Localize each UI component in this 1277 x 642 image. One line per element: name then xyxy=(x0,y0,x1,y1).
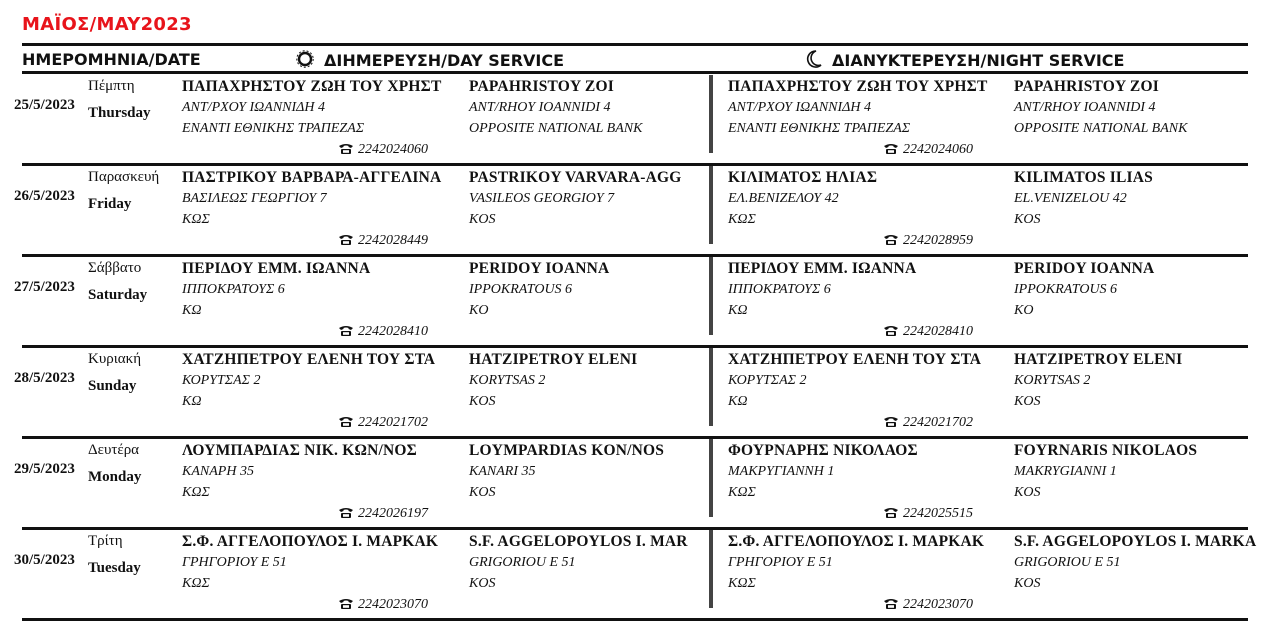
phone-number: 2242023070 xyxy=(903,597,973,612)
day-pharmacy-city-gr: ΕΝΑΝΤΙ ΕΘΝΙΚΗΣ ΤΡΑΠΕΖΑΣ xyxy=(182,121,365,136)
phone-number: 2242024060 xyxy=(358,142,428,157)
phone-number: 2242024060 xyxy=(903,142,973,157)
night-pharmacy-name-en: S.F. AGGELOPOYLOS I. MARKA xyxy=(1014,533,1257,550)
night-pharmacy-name-en: HATZIPETROY ELENI xyxy=(1014,351,1183,368)
night-pharmacy-address-gr: ΑΝΤ/ΡΧΟΥ ΙΩΑΝΝΙΔΗ 4 xyxy=(728,100,871,115)
row-separator xyxy=(22,618,1248,621)
night-pharmacy-address-en: GRIGORIOU E 51 xyxy=(1014,555,1121,570)
day-pharmacy-name-gr: ΠΑΠΑΧΡΗΣΤΟΥ ΖΩΗ ΤΟΥ ΧΡΗΣΤ xyxy=(182,78,442,95)
night-pharmacy-city-en: KOS xyxy=(1014,485,1041,500)
day-pharmacy-name-gr: ΠΑΣΤΡΙΚΟΥ ΒΑΡΒΑΡΑ-ΑΓΓΕΛΙΝΑ xyxy=(182,169,442,186)
night-pharmacy-address-gr: ΓΡΗΓΟΡΙΟΥ Ε 51 xyxy=(728,555,833,570)
row-weekday-gr: Τρίτη xyxy=(88,533,123,549)
night-pharmacy-name-en: FOYRNARIS NIKOLAOS xyxy=(1014,442,1198,459)
night-pharmacy-city-gr: ΚΩ xyxy=(728,303,748,318)
row-weekday-en: Sunday xyxy=(88,378,137,394)
moon-icon xyxy=(806,50,822,72)
day-pharmacy-phone xyxy=(338,506,428,522)
night-pharmacy-city-en: KOS xyxy=(1014,394,1041,409)
row-weekday-gr: Πέμπτη xyxy=(88,78,135,94)
day-pharmacy-address-en: KANARI 35 xyxy=(469,464,536,479)
phone-icon xyxy=(338,507,354,519)
day-pharmacy-address-gr: ΑΝΤ/ΡΧΟΥ ΙΩΑΝΝΙΔΗ 4 xyxy=(182,100,325,115)
day-pharmacy-city-en: KOS xyxy=(469,576,496,591)
column-divider xyxy=(709,75,713,153)
table-row xyxy=(0,260,1277,346)
night-pharmacy-address-gr: ΙΠΠΟΚΡΑΤΟΥΣ 6 xyxy=(728,282,831,297)
night-pharmacy-phone xyxy=(883,415,973,431)
phone-icon xyxy=(883,143,899,155)
row-weekday-en: Thursday xyxy=(88,105,151,121)
column-divider xyxy=(709,166,713,244)
day-pharmacy-address-en: IPPOKRATOUS 6 xyxy=(469,282,573,297)
night-pharmacy-phone xyxy=(883,142,973,158)
row-weekday-en: Tuesday xyxy=(88,560,141,576)
day-pharmacy-address-gr: ΚΑΝΑΡΗ 35 xyxy=(182,464,254,479)
day-pharmacy-phone xyxy=(338,324,428,340)
night-pharmacy-name-gr: ΦΟΥΡΝΑΡΗΣ ΝΙΚΟΛΑΟΣ xyxy=(728,442,918,459)
day-pharmacy-city-gr: ΚΩ xyxy=(182,394,202,409)
day-pharmacy-city-gr: ΚΩΣ xyxy=(182,576,210,591)
day-pharmacy-address-en: KORYTSAS 2 xyxy=(469,373,546,388)
row-separator xyxy=(22,527,1248,530)
row-separator xyxy=(22,436,1248,439)
day-pharmacy-name-en: HATZIPETROY ELENI xyxy=(469,351,638,368)
night-pharmacy-city-gr: ΚΩ xyxy=(728,394,748,409)
day-pharmacy-name-en: LOYMPARDIAS KON/NOS xyxy=(469,442,665,459)
phone-icon xyxy=(883,325,899,337)
night-pharmacy-phone xyxy=(883,324,973,340)
night-pharmacy-name-gr: Σ.Φ. ΑΓΓΕΛΟΠΟΥΛΟΣ Ι. ΜΑΡΚΑΚ xyxy=(728,533,985,550)
row-separator xyxy=(22,163,1248,166)
row-weekday-en: Friday xyxy=(88,196,132,212)
night-service-header xyxy=(806,50,1124,72)
day-service-header xyxy=(296,50,564,72)
row-separator xyxy=(22,345,1248,348)
night-pharmacy-phone xyxy=(883,597,973,613)
night-pharmacy-phone xyxy=(883,233,973,249)
row-date: 29/5/2023 xyxy=(14,461,75,477)
day-pharmacy-city-en: KOS xyxy=(469,394,496,409)
day-pharmacy-city-en: OPPOSITE NATIONAL BANK xyxy=(469,121,643,136)
day-pharmacy-name-en: PERIDOY IOANNA xyxy=(469,260,610,277)
table-row xyxy=(0,442,1277,528)
night-pharmacy-address-gr: ΜΑΚΡΥΓΙΑΝΝΗ 1 xyxy=(728,464,835,479)
day-pharmacy-address-en: ANT/RHOY IOANNIDI 4 xyxy=(469,100,611,115)
night-pharmacy-address-gr: ΚΟΡΥΤΣΑΣ 2 xyxy=(728,373,807,388)
row-weekday-en: Monday xyxy=(88,469,142,485)
column-divider xyxy=(709,348,713,426)
day-pharmacy-city-gr: ΚΩΣ xyxy=(182,485,210,500)
night-service-label: ΔΙΑΝΥΚΤΕΡΕΥΣΗ/NIGHT SERVICE xyxy=(832,51,1125,70)
sun-icon xyxy=(296,50,314,72)
day-pharmacy-city-gr: ΚΩΣ xyxy=(182,212,210,227)
phone-number: 2242028449 xyxy=(358,233,428,248)
phone-icon xyxy=(338,143,354,155)
day-pharmacy-name-en: PASTRIKOY VARVARA-AGG xyxy=(469,169,682,186)
night-pharmacy-name-en: PERIDOY IOANNA xyxy=(1014,260,1155,277)
table-row xyxy=(0,78,1277,164)
night-pharmacy-phone xyxy=(883,506,973,522)
table-row xyxy=(0,169,1277,255)
night-pharmacy-name-gr: ΧΑΤΖΗΠΕΤΡΟΥ ΕΛΕΝΗ ΤΟΥ ΣΤΑ xyxy=(728,351,982,368)
day-pharmacy-city-gr: ΚΩ xyxy=(182,303,202,318)
night-pharmacy-address-en: MAKRYGIANNI 1 xyxy=(1014,464,1117,479)
night-pharmacy-name-en: KILIMATOS ILIAS xyxy=(1014,169,1153,186)
phone-number: 2242026197 xyxy=(358,506,428,521)
phone-icon xyxy=(338,325,354,337)
night-pharmacy-city-en: KOS xyxy=(1014,212,1041,227)
column-divider xyxy=(709,257,713,335)
night-pharmacy-address-gr: ΕΛ.ΒΕΝΙΖΕΛΟΥ 42 xyxy=(728,191,839,206)
day-pharmacy-name-gr: ΠΕΡΙΔΟΥ ΕΜΜ. ΙΩΑΝΝΑ xyxy=(182,260,371,277)
table-row xyxy=(0,351,1277,437)
phone-number: 2242028410 xyxy=(903,324,973,339)
day-pharmacy-city-en: KOS xyxy=(469,212,496,227)
month-title: ΜΑΪΟΣ/MAY2023 xyxy=(22,14,192,35)
row-date: 26/5/2023 xyxy=(14,188,75,204)
day-pharmacy-city-en: KO xyxy=(469,303,489,318)
header-rule xyxy=(22,71,1248,74)
night-pharmacy-name-gr: ΠΕΡΙΔΟΥ ΕΜΜ. ΙΩΑΝΝΑ xyxy=(728,260,917,277)
day-pharmacy-name-en: S.F. AGGELOPOYLOS I. MAR xyxy=(469,533,688,550)
day-pharmacy-phone xyxy=(338,415,428,431)
night-pharmacy-city-gr: ΕΝΑΝΤΙ ΕΘΝΙΚΗΣ ΤΡΑΠΕΖΑΣ xyxy=(728,121,911,136)
day-pharmacy-phone xyxy=(338,597,428,613)
night-pharmacy-city-en: KOS xyxy=(1014,576,1041,591)
day-pharmacy-address-gr: ΒΑΣΙΛΕΩΣ ΓΕΩΡΓΙΟΥ 7 xyxy=(182,191,327,206)
night-pharmacy-name-en: PAPAHRISTOY ZOI xyxy=(1014,78,1159,95)
row-separator xyxy=(22,254,1248,257)
night-pharmacy-address-en: EL.VENIZELOU 42 xyxy=(1014,191,1127,206)
phone-number: 2242028959 xyxy=(903,233,973,248)
phone-number: 2242028410 xyxy=(358,324,428,339)
phone-icon xyxy=(883,416,899,428)
column-divider xyxy=(709,530,713,608)
day-pharmacy-name-gr: Σ.Φ. ΑΓΓΕΛΟΠΟΥΛΟΣ Ι. ΜΑΡΚΑΚ xyxy=(182,533,439,550)
phone-number: 2242021702 xyxy=(903,415,973,430)
day-pharmacy-address-en: VASILEOS GEORGIOY 7 xyxy=(469,191,615,206)
night-pharmacy-address-en: KORYTSAS 2 xyxy=(1014,373,1091,388)
top-rule xyxy=(22,43,1248,46)
night-pharmacy-city-en: OPPOSITE NATIONAL BANK xyxy=(1014,121,1188,136)
night-pharmacy-name-gr: ΠΑΠΑΧΡΗΣΤΟΥ ΖΩΗ ΤΟΥ ΧΡΗΣΤ xyxy=(728,78,988,95)
row-weekday-gr: Σάββατο xyxy=(88,260,142,276)
phone-icon xyxy=(338,234,354,246)
phone-icon xyxy=(338,598,354,610)
row-date: 25/5/2023 xyxy=(14,97,75,113)
phone-icon xyxy=(883,598,899,610)
night-pharmacy-city-en: KO xyxy=(1014,303,1034,318)
day-pharmacy-address-en: GRIGORIOU E 51 xyxy=(469,555,576,570)
night-pharmacy-city-gr: ΚΩΣ xyxy=(728,212,756,227)
day-pharmacy-address-gr: ΚΟΡΥΤΣΑΣ 2 xyxy=(182,373,261,388)
phone-icon xyxy=(338,416,354,428)
row-date: 30/5/2023 xyxy=(14,552,75,568)
day-pharmacy-city-en: KOS xyxy=(469,485,496,500)
row-date: 28/5/2023 xyxy=(14,370,75,386)
row-weekday-gr: Παρασκευή xyxy=(88,169,160,185)
night-pharmacy-name-gr: ΚΙΛΙΜΑΤΟΣ ΗΛΙΑΣ xyxy=(728,169,878,186)
day-pharmacy-phone xyxy=(338,233,428,249)
night-pharmacy-city-gr: ΚΩΣ xyxy=(728,576,756,591)
row-weekday-gr: Κυριακή xyxy=(88,351,142,367)
phone-icon xyxy=(883,234,899,246)
night-pharmacy-address-en: IPPOKRATOUS 6 xyxy=(1014,282,1118,297)
day-pharmacy-name-gr: ΧΑΤΖΗΠΕΤΡΟΥ ΕΛΕΝΗ ΤΟΥ ΣΤΑ xyxy=(182,351,436,368)
column-divider xyxy=(709,439,713,517)
day-pharmacy-name-gr: ΛΟΥΜΠΑΡΔΙΑΣ ΝΙΚ. ΚΩΝ/ΝΟΣ xyxy=(182,442,417,459)
row-date: 27/5/2023 xyxy=(14,279,75,295)
day-pharmacy-phone xyxy=(338,142,428,158)
night-pharmacy-address-en: ANT/RHOY IOANNIDI 4 xyxy=(1014,100,1156,115)
day-pharmacy-name-en: PAPAHRISTOY ZOI xyxy=(469,78,614,95)
table-row xyxy=(0,533,1277,619)
day-pharmacy-address-gr: ΙΠΠΟΚΡΑΤΟΥΣ 6 xyxy=(182,282,285,297)
night-pharmacy-city-gr: ΚΩΣ xyxy=(728,485,756,500)
row-weekday-en: Saturday xyxy=(88,287,148,303)
day-service-label: ΔΙΗΜΕΡΕΥΣΗ/DAY SERVICE xyxy=(324,51,565,70)
phone-number: 2242025515 xyxy=(903,506,973,521)
phone-icon xyxy=(883,507,899,519)
row-weekday-gr: Δευτέρα xyxy=(88,442,140,458)
day-pharmacy-address-gr: ΓΡΗΓΟΡΙΟΥ Ε 51 xyxy=(182,555,287,570)
phone-number: 2242023070 xyxy=(358,597,428,612)
date-column-header: ΗΜΕΡΟΜΗΝΙΑ/DATE xyxy=(22,50,201,69)
phone-number: 2242021702 xyxy=(358,415,428,430)
